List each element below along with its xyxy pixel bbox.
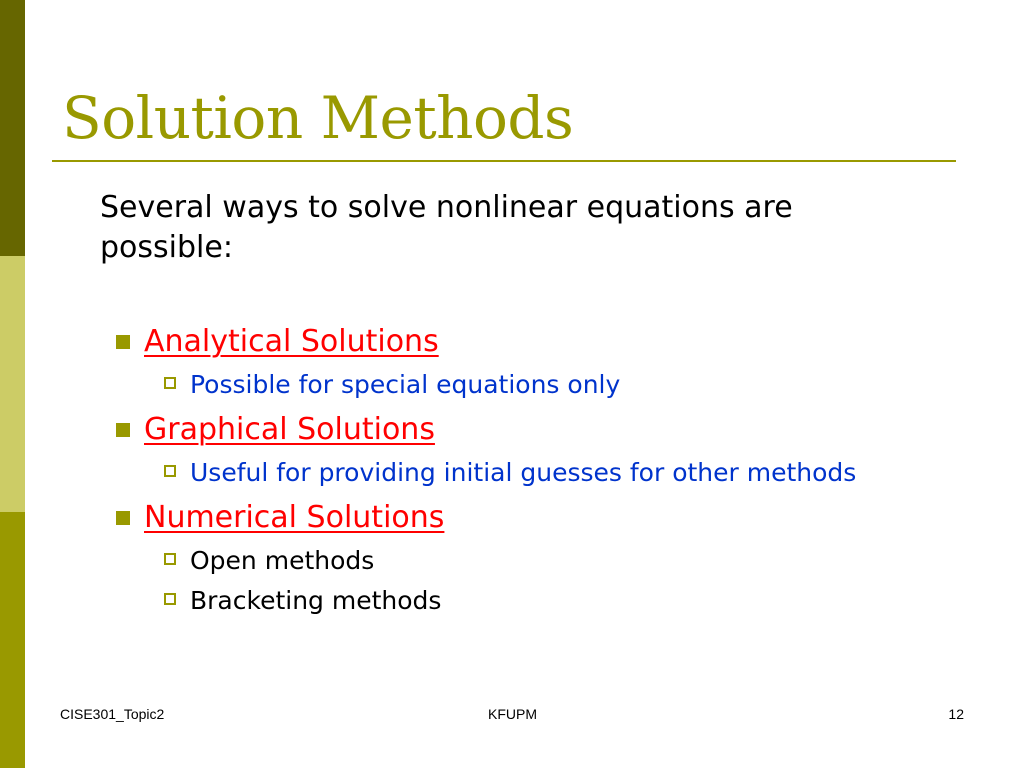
square-bullet-icon (116, 335, 130, 349)
footer-course-label: CISE301_Topic2 (60, 706, 165, 722)
sub-item-text: Useful for providing initial guesses for other methods (190, 458, 857, 487)
slide-title: Solution Methods (62, 84, 574, 152)
link-numerical-solutions[interactable]: Numerical Solutions (144, 500, 445, 535)
sub-item-bracketing-methods (164, 584, 441, 618)
footer-page-number: 12 (948, 706, 964, 722)
sub-item-open-methods (164, 544, 374, 578)
sub-item-text: Possible for special equations only (190, 370, 621, 399)
hollow-square-bullet-icon (164, 465, 176, 477)
hollow-square-bullet-icon (164, 377, 176, 389)
side-band-top (0, 0, 25, 256)
intro-text: Several ways to solve nonlinear equations are possible: (100, 190, 793, 265)
sub-item-graphical (164, 456, 856, 490)
link-graphical-solutions[interactable]: Graphical Solutions (144, 412, 435, 447)
hollow-square-bullet-icon (164, 593, 176, 605)
side-band-bottom (0, 512, 25, 768)
hollow-square-bullet-icon (164, 553, 176, 565)
sub-item-text: Bracketing methods (190, 586, 442, 615)
title-divider (52, 160, 956, 162)
list-item-numerical (116, 498, 444, 538)
list-item-analytical (116, 322, 439, 362)
side-band-middle (0, 256, 25, 512)
sub-item-text: Open methods (190, 546, 375, 575)
footer-institution: KFUPM (488, 706, 537, 722)
list-item-graphical (116, 410, 435, 450)
link-analytical-solutions[interactable]: Analytical Solutions (144, 324, 439, 359)
square-bullet-icon (116, 423, 130, 437)
sub-item-analytical (164, 368, 620, 402)
square-bullet-icon (116, 511, 130, 525)
